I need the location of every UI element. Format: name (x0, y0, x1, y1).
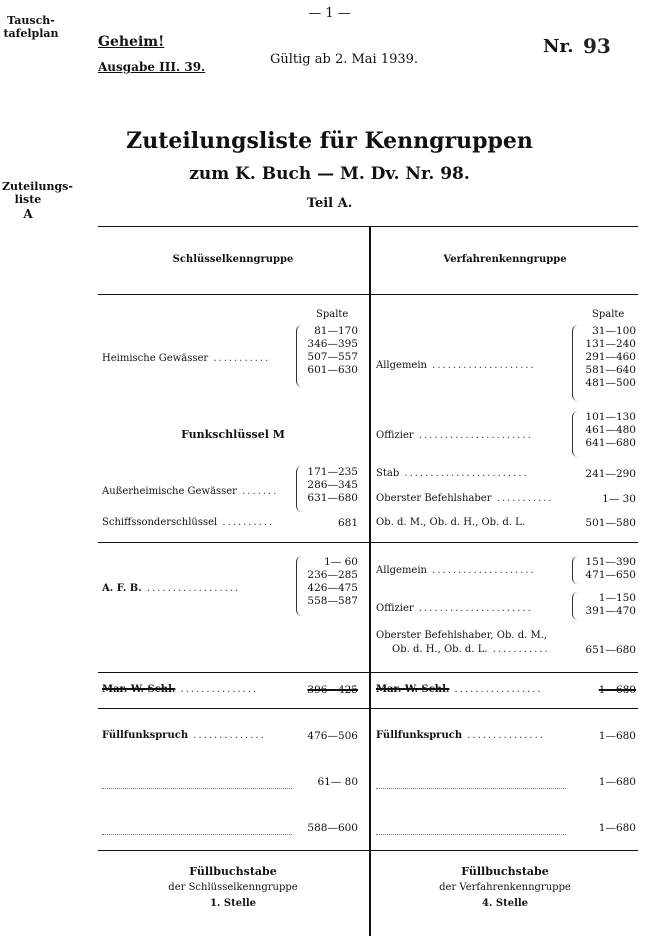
range-value: 101—130 (585, 411, 636, 423)
range-value: 391—470 (585, 605, 636, 617)
range-value: 1— 30 (602, 493, 636, 505)
value-list (578, 411, 636, 450)
number-label: Nr. (543, 36, 574, 57)
side-note-line: tafelplan (3, 27, 59, 40)
value-list (302, 325, 358, 377)
part-label: Teil A. (306, 196, 353, 211)
blank-dotted-line (102, 834, 292, 835)
row-label-text: Mar. W. Schl. (102, 684, 176, 695)
footer-rule (98, 850, 638, 851)
valid-from-label: Gültig ab 2. Mai 1939. (270, 52, 419, 67)
row-label-commanders-in-chief: Ob. d. M., Ob. d. H., Ob. d. L. (376, 517, 525, 528)
row-label-general: Allgemein .................... (376, 565, 536, 576)
row-label-supreme-and-chiefs: Oberster Befehlshaber, Ob. d. M., (376, 630, 548, 641)
page-subtitle: zum K. Buch — M. Dv. Nr. 98. (189, 164, 470, 184)
range-value: 641—680 (585, 437, 636, 449)
range-value: 426—475 (307, 582, 358, 594)
row-label-foreign-waters: Außerheimische Gewässer ....... (102, 486, 279, 497)
row-label-text: Offizier (376, 430, 414, 441)
range-value: 286—345 (307, 479, 358, 491)
page-number: — 1 — (308, 6, 351, 21)
row-label-text: Oberster Befehlshaber (376, 493, 492, 504)
row-label-ship-special: Schiffssonderschlüssel .......... (102, 517, 275, 528)
table-top-rule (98, 226, 638, 227)
range-value: 1—150 (598, 592, 636, 604)
row-label-filler-message: Füllfunkspruch ............... (376, 730, 545, 741)
range-value: 631—680 (307, 492, 358, 504)
footer-subtitle: der Verfahrenkenngruppe (439, 882, 571, 893)
column-divider (369, 226, 371, 936)
row-label-text: Ob. d. H., Ob. d. L. (392, 644, 488, 655)
range-value: 481—500 (585, 377, 636, 389)
row-label-text: Mar. W. Schl. (376, 684, 450, 695)
row-label-text: A. F. B. (102, 583, 142, 594)
section-rule (98, 542, 638, 543)
range-value: 601—630 (307, 364, 358, 376)
value-list (302, 466, 358, 505)
row-label-mar-w-schl: Mar. W. Schl. ................. (376, 684, 543, 695)
section-header-radio-key: Funkschlüssel M (181, 428, 285, 441)
row-label-text: Außerheimische Gewässer (102, 486, 237, 497)
value-list (302, 556, 358, 608)
value-list (578, 325, 636, 390)
row-label-text: Schiffssonderschlüssel (102, 517, 218, 528)
side-note-line: liste (14, 193, 42, 206)
range-value: 31—100 (592, 325, 636, 337)
range-value: 241—290 (585, 468, 636, 480)
row-label-text: Füllfunkspruch (102, 730, 189, 741)
range-value: 1—680 (598, 684, 636, 696)
blank-dotted-line (376, 834, 566, 835)
footer-subtitle: der Schlüsselkenngruppe (168, 882, 298, 893)
row-label-filler-message: Füllfunkspruch .............. (102, 730, 266, 741)
range-value: 171—235 (307, 466, 358, 478)
row-label-staff: Stab ........................ (376, 468, 529, 479)
footer-title: Füllbuchstabe (461, 865, 549, 878)
footer-left (98, 864, 368, 912)
blank-dotted-line (102, 788, 292, 789)
row-label-supreme-and-chiefs-cont: Ob. d. H., Ob. d. L. ........... (392, 644, 550, 655)
page-title: Zuteilungsliste für Kenngruppen (126, 128, 533, 154)
header-rule (98, 294, 638, 295)
edition-label: Ausgabe III. 39. (98, 60, 206, 74)
footer-title: Füllbuchstabe (189, 865, 277, 878)
range-value: 581—640 (585, 364, 636, 376)
row-label-text: Allgemein (376, 565, 427, 576)
row-label-officer: Offizier ...................... (376, 603, 533, 614)
column-label-spalte: Spalte (316, 309, 349, 320)
row-label-supreme-commander: Oberster Befehlshaber ........... (376, 493, 554, 504)
side-note-line: Zuteilungs- (2, 180, 73, 193)
range-value: 236—285 (307, 569, 358, 581)
row-label-text: Füllfunkspruch (376, 730, 463, 741)
range-value: 1—680 (598, 822, 636, 834)
row-label-text: Heimische Gewässer (102, 353, 209, 364)
range-value: 588—600 (307, 822, 358, 834)
classification-label: Geheim! (98, 34, 165, 50)
range-value: 501—580 (585, 517, 636, 529)
range-value: 346—395 (307, 338, 358, 350)
range-value: 558—587 (307, 595, 358, 607)
section-rule (98, 708, 638, 709)
blank-dotted-line (376, 788, 566, 789)
footer-right (372, 864, 638, 912)
footer-position: 4. Stelle (481, 898, 529, 909)
side-note-exchange-plan (2, 14, 60, 40)
range-value: 131—240 (585, 338, 636, 350)
range-value: 681 (337, 517, 358, 529)
range-value: 471—650 (585, 569, 636, 581)
right-column-header: Verfahrenkenngruppe (443, 254, 567, 265)
left-column-header: Schlüsselkenngruppe (172, 254, 294, 265)
range-value: 61— 80 (317, 776, 358, 788)
side-note-allocation-list (2, 180, 73, 221)
side-note-letter: A (23, 207, 33, 221)
range-value: 1— 60 (324, 556, 358, 568)
footer-position: 1. Stelle (209, 898, 257, 909)
range-value: 1—680 (598, 776, 636, 788)
section-rule (98, 672, 638, 673)
range-value: 151—390 (585, 556, 636, 568)
row-label-general: Allgemein .................... (376, 360, 536, 371)
document-number: 93 (583, 34, 611, 58)
range-value: 1—680 (598, 730, 636, 742)
row-label-text: Stab (376, 468, 400, 479)
column-label-spalte: Spalte (592, 309, 625, 320)
value-list (578, 592, 636, 618)
range-value: 81—170 (314, 325, 358, 337)
range-value: 507—557 (307, 351, 358, 363)
range-value: 476—506 (307, 730, 358, 742)
row-label-home-waters: Heimische Gewässer ........... (102, 353, 271, 364)
range-value: 651—680 (585, 644, 636, 656)
row-label-mar-w-schl: Mar. W. Schl. ............... (102, 684, 259, 695)
row-label-text: Offizier (376, 603, 414, 614)
row-label-officer: Offizier ...................... (376, 430, 533, 441)
range-value: 461—480 (585, 424, 636, 436)
value-list (578, 556, 636, 582)
side-note-line: Tausch- (7, 14, 55, 27)
row-label-afb: A. F. B. .................. (102, 583, 241, 594)
range-value: 291—460 (585, 351, 636, 363)
row-label-text: Allgemein (376, 360, 427, 371)
range-value: 396—425 (307, 684, 358, 696)
